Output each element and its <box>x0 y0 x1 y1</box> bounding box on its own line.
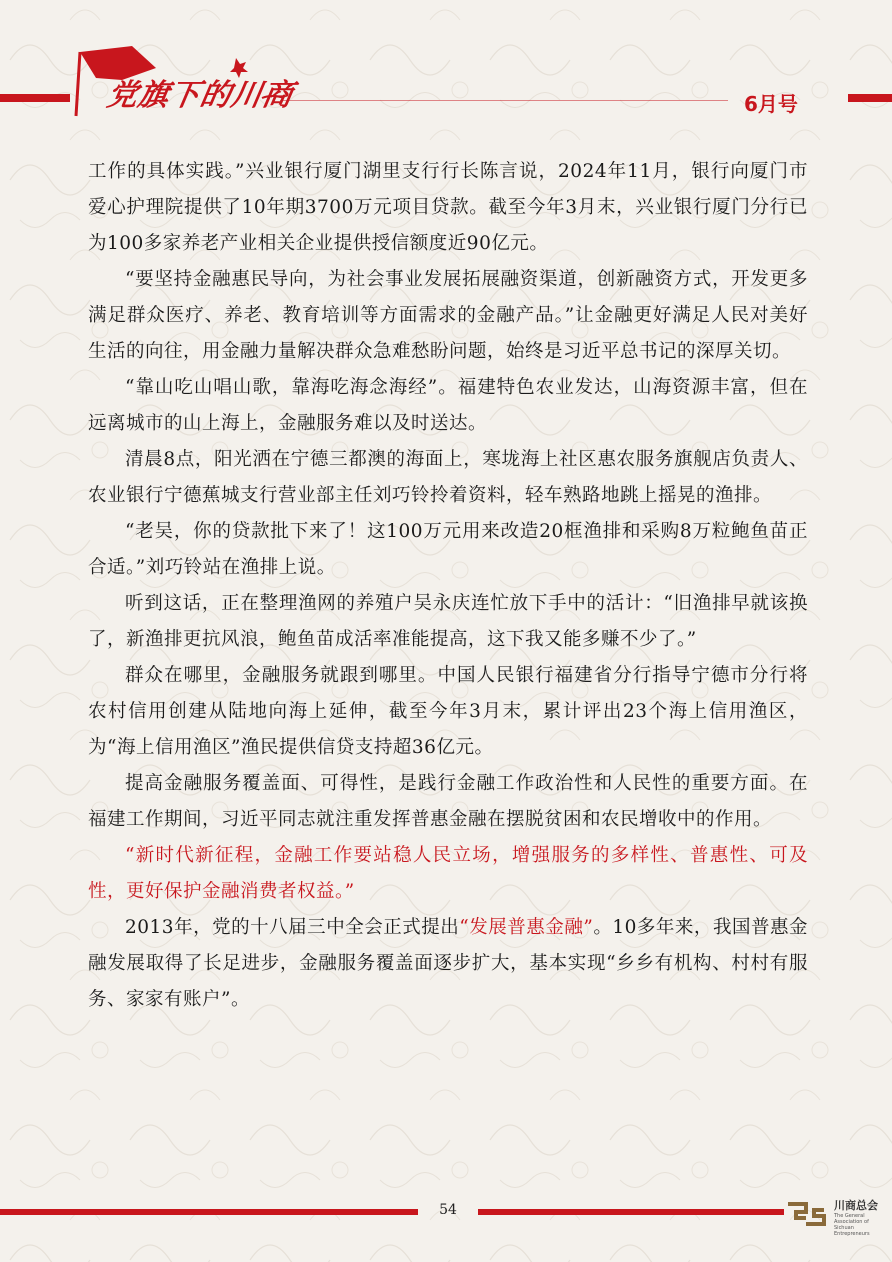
paragraph: “要坚持金融惠民导向，为社会事业发展拓展融资渠道，创新融资方式，开发更多满足群众医疗、养老、教育培训等方面需求的金融产品。”让金融更好满足人民对美好生活的向往，用金融力量解决群众急难愁盼问题，始终是习近平总书记的深厚关切。 <box>88 269 808 362</box>
paragraph: 提高金融服务覆盖面、可得性，是践行金融工作政治性和人民性的重要方面。在福建工作期间，习近平同志就注重发挥普惠金融在摆脱贫困和农民增收中的作用。 <box>88 773 808 830</box>
paragraph <box>88 910 808 1018</box>
footer-bar-right <box>478 1209 784 1215</box>
header-bar-right <box>848 94 892 102</box>
paragraph: “老吴，你的贷款批下来了！这100万元用来改造20框渔排和采购8万粒鲍鱼苗正合适。”刘巧铃站在渔排上说。 <box>88 521 808 578</box>
paragraph: 清晨8点，阳光洒在宁德三都澳的海面上，寒垅海上社区惠农服务旗舰店负责人、农业银行宁德蕉城支行营业部主任刘巧铃拎着资料，轻车熟路地跳上摇晃的渔排。 <box>88 449 808 506</box>
article-body <box>88 154 808 1018</box>
paragraph: 群众在哪里，金融服务就跟到哪里。中国人民银行福建省分行指导宁德市分行将农村信用创建从陆地向海上延伸，截至今年3月末，累计评出23个海上信用渔区，为“海上信用渔区”渔民提供信贷支持超36亿元。 <box>88 665 808 758</box>
issue-label: 6月号 <box>744 92 798 116</box>
paragraph: 听到这话，正在整理渔网的养殖户吴永庆连忙放下手中的活计：“旧渔排早就该换了，新渔排更抗风浪，鲍鱼苗成活率准能提高，这下我又能多赚不少了。” <box>88 593 808 650</box>
header-bar-left <box>0 94 70 102</box>
highlight-phrase: “发展普惠金融” <box>459 917 594 938</box>
association-name-en: The General Association of Sichuan Entrepreneurs <box>834 1213 870 1237</box>
highlight-quote: “新时代新征程，金融工作要站稳人民立场，增强服务的多样性、普惠性、可及性，更好保护金融消费者权益。” <box>88 845 808 902</box>
paragraph-text: 。10多年来，我国普惠金融发展取得了长足进步，金融服务覆盖面逐步扩大，基本实现“乡乡有机构、村村有服务、家家有账户”。 <box>88 917 808 1010</box>
paragraph: 工作的具体实践。”兴业银行厦门湖里支行行长陈言说，2024年11月，银行向厦门市爱心护理院提供了10年期3700万元项目贷款。截至今年3月末，兴业银行厦门分行已为100多家养老产业相关企业提供授信额度近90亿元。 <box>88 161 808 254</box>
paragraph-text: 2013年，党的十八届三中全会正式提出 <box>125 917 460 938</box>
page-number: 54 <box>439 1202 457 1218</box>
header-divider <box>280 100 728 101</box>
footer-bar-left <box>0 1209 418 1215</box>
paragraph: “靠山吃山唱山歌，靠海吃海念海经”。福建特色农业发达，山海资源丰富，但在远离城市的山上海上，金融服务难以及时送达。 <box>88 377 808 434</box>
association-name: 川商总会 <box>834 1199 878 1212</box>
magazine-logo-title: 党旗下的川商 <box>104 78 297 113</box>
